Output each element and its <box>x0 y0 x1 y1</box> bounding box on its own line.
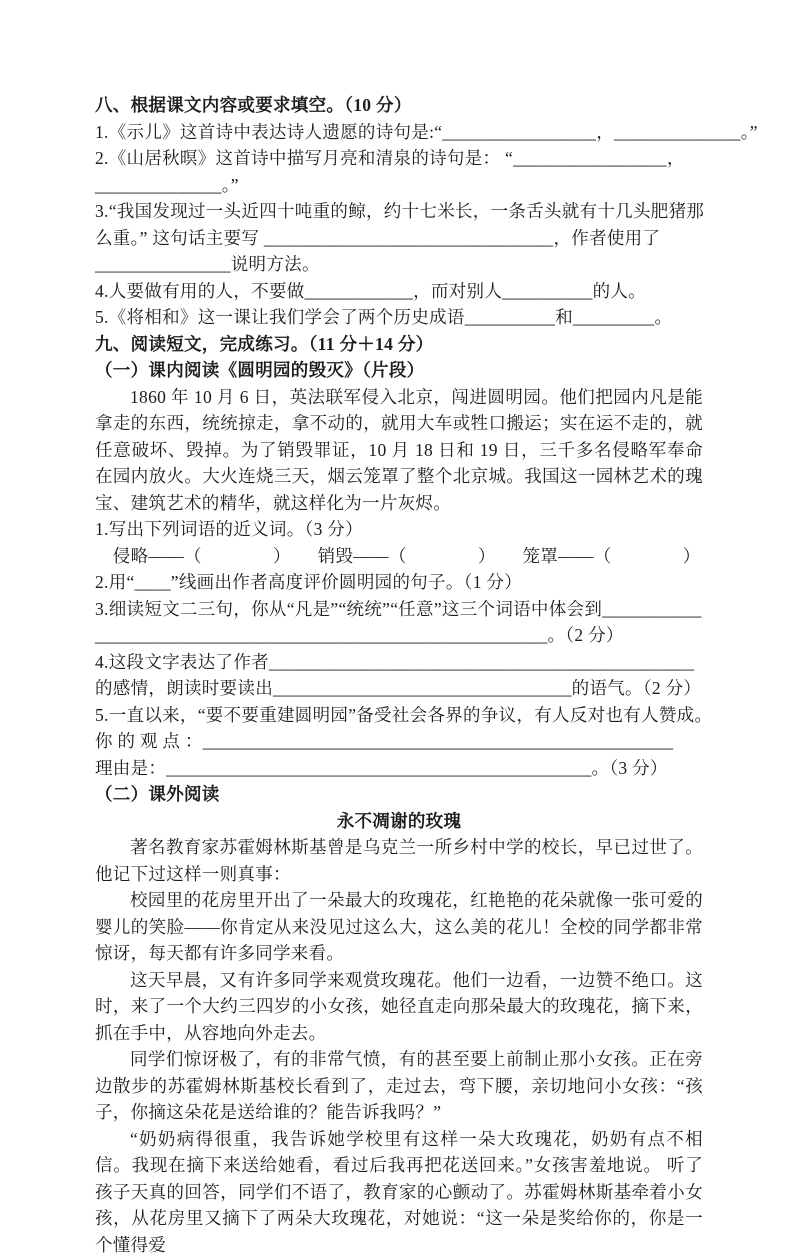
part-one-q5-line1: 5.一直以来，“要不要重建圆明园”备受社会各界的争议，有人反对也有人赞成。 <box>95 702 703 729</box>
passage-yuanmingyuan: 1860 年 10 月 6 日，英法联军侵入北京，闯进圆明园。他们把园内凡是能拿走的东西，统统掠走，拿不动的，就用大车或牲口搬运；实在运不走的，就任意破坏、毁掉。为了销毁罪证，10 月 18 日和 19 日，三千多名侵略军奉命在园内放火。大火连烧三天，烟云笼罩了整个北京城。我国这一园林艺术的瑰宝、建筑艺术的精华，就这样化为一片灰烬。 <box>95 384 703 517</box>
part-one-heading: （一）课内阅读《圆明园的毁灭》（片段） <box>95 357 703 384</box>
fill-blank-q5: 5.《将相和》这一课让我们学会了两个历史成语__________和_________。 <box>95 304 703 331</box>
part-one-q1-synonyms: 侵略——（ ） 销毁——（ ） 笼罩——（ ） <box>95 543 703 570</box>
fill-blank-q3-line1: 3.“我国发现过一头近四十吨重的鲸，约十七米长，一条舌头就有十几头肥猪那 <box>95 198 703 225</box>
story-paragraph-4: 同学们惊讶极了，有的非常气愤，有的甚至要上前制止那小女孩。正在旁边散步的苏霍姆林斯基校长看到了，走过去，弯下腰，亲切地问小女孩：“孩子，你摘这朵花是送给谁的？能告诉我吗？” <box>95 1046 703 1126</box>
story-paragraph-5: “奶奶病得很重，我告诉她学校里有这样一朵大玫瑰花，奶奶有点不相信。我现在摘下来送给她看，看过后我再把花送回来。”女孩害羞地说。 听了孩子天真的回答，同学们不语了，教育家的心颤动了。苏霍姆林斯基牵着小女孩，从花房里又摘下了两朵大玫瑰花，对她说：“这一朵是奖给你的，你是一个懂得爱 <box>95 1126 703 1258</box>
story-title: 永不凋谢的玫瑰 <box>95 808 703 835</box>
part-two-heading: （二）课外阅读 <box>95 781 703 808</box>
part-one-q5-opinion: 你 的 观 点 ：____________________________________________________ <box>95 728 703 755</box>
part-one-q4-line2: 的感情，朗读时要读出_________________________________的语气。（2 分） <box>95 675 703 702</box>
fill-blank-q2-line1: 2.《山居秋暝》这首诗中描写月亮和清泉的诗句是： “_________________， <box>95 145 703 172</box>
part-one-q2: 2.用“____”线画出作者高度评价圆明园的句子。（1 分） <box>95 569 703 596</box>
part-one-q3-line1: 3.细读短文二三句，你从“凡是”“统统”“任意”这三个词语中体会到___________ <box>95 596 703 623</box>
part-one-q3-line2: __________________________________________________。（2 分） <box>95 622 703 649</box>
part-one-q1: 1.写出下列词语的近义词。（3 分） <box>95 516 703 543</box>
part-one-q4-line1: 4.这段文字表达了作者_______________________________________________ <box>95 649 703 676</box>
section-nine-heading: 九、阅读短文，完成练习。（11 分＋14 分） <box>95 331 703 358</box>
fill-blank-q3-line2: 么重。” 这句话主要写 ________________________________，作者使用了 <box>95 225 703 252</box>
fill-blank-q2-line2: ______________。” <box>95 172 703 199</box>
fill-blank-q1: 1.《示儿》这首诗中表达诗人遗愿的诗句是:“_________________，______________。” <box>95 119 703 146</box>
part-one-q5-reason: 理由是：_______________________________________________。（3 分） <box>95 755 703 782</box>
story-paragraph-3: 这天早晨，又有许多同学来观赏玫瑰花。他们一边看，一边赞不绝口。这时，来了一个大约三四岁的小女孩，她径直走向那朵最大的玫瑰花，摘下来，抓在手中，从容地向外走去。 <box>95 967 703 1047</box>
section-eight-heading: 八、根据课文内容或要求填空。（10 分） <box>95 92 703 119</box>
fill-blank-q3-line3: _______________说明方法。 <box>95 251 703 278</box>
fill-blank-q4: 4.人要做有用的人，不要做____________，而对别人__________的人。 <box>95 278 703 305</box>
story-paragraph-2: 校园里的花房里开出了一朵最大的玫瑰花，红艳艳的花朵就像一张可爱的婴儿的笑脸——你肯定从来没见过这么大，这么美的花儿！全校的同学都非常惊讶，每天都有许多同学来看。 <box>95 887 703 967</box>
story-paragraph-1: 著名教育家苏霍姆林斯基曾是乌克兰一所乡村中学的校长，早已过世了。他记下过这样一则真事： <box>95 834 703 887</box>
